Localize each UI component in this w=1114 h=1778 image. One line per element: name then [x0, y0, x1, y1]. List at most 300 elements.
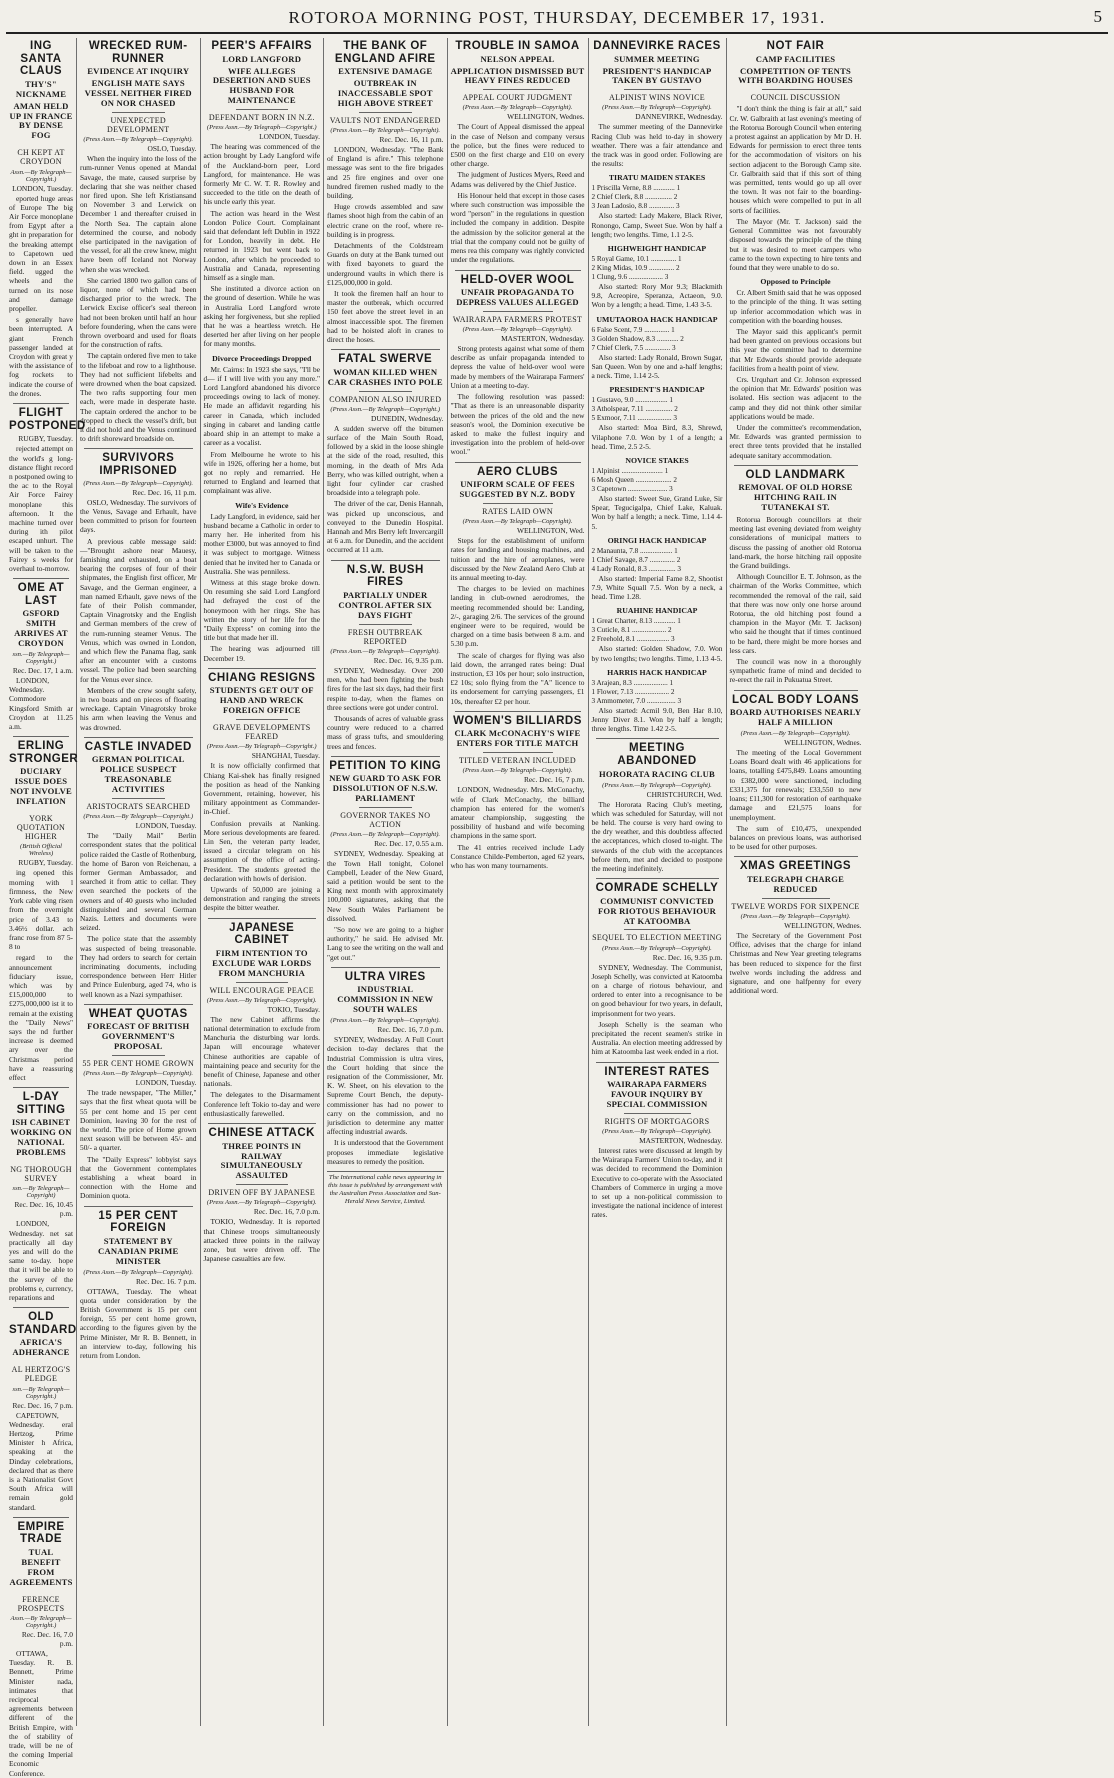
article-paragraph: It took the firemen half an hour to master the outbreak, which occurred 150 feet above the street level in an almost inaccessible spot. The firemen had to be hoisted aloft in cranes to direct the hoses. — [327, 289, 444, 345]
article-divider — [331, 967, 440, 968]
article-divider — [331, 560, 440, 561]
article-paragraph: Crs. Urquhart and Cr. Johnson expressed the opinion that Mr. Edwards' position was isolated. His section was adjacent to the camp and they did not think other similar applications would be made. — [729, 374, 862, 421]
article — [9, 740, 79, 1082]
article-credit: (Press Assn.—By Telegraph—Copyright). — [602, 781, 712, 789]
article — [730, 860, 862, 995]
article-deck: DUCIARY ISSUE DOES NOT INVOLVE INFLATION — [10, 766, 72, 807]
article-dateline: RUGBY, Tuesday. — [18, 858, 73, 868]
article-paragraph: s generally have been interrupted. A giant French passenger landed at Croydon with great y with the assistance of fog rockets to indicate the course of the drones. — [9, 315, 73, 398]
article-deck-secondary: TWELVE WORDS FOR SIXPENCE — [731, 901, 860, 911]
article-deck-secondary: YORK QUOTATION HIGHER — [16, 813, 66, 842]
race-result: 3 Atholspear, 7.11 ............... 2 — [591, 405, 678, 414]
cable-news-footnote: The International cable news appearing in this issue is published by arrangement with the Australian Press Association and Sun-Herald News Service, Limited. — [327, 1171, 444, 1206]
race-result: 1 Flower, 7.13 ................... 2 — [591, 687, 675, 696]
race-result: 4 Lady Ronald, 8.3 ............... 3 — [591, 564, 681, 573]
article-deck: GSFORD SMITH ARRIVES AT CROYDON — [14, 608, 68, 649]
article-dateline: TOKIO, Tuesday. — [267, 1004, 320, 1014]
article-paragraph: The police state that the assembly was suspected of being treasonable. They had orders to search for certain incriminating documents, including correspondence between Herr Hitler and Prince Eulenburg, aged 74, who is well known as a Nazi sympathiser. — [80, 934, 197, 999]
article-headline: LOCAL BODY LOANS — [731, 693, 860, 706]
article-paragraph: Detachments of the Coldstream Guards on duty at the Bank turned out with fixed bayonets to guard the underground vaults in which there is £125,000,000 in gold. — [327, 241, 444, 287]
article-dateline: Rec. Dec. 17, 1 a.m. — [12, 665, 73, 675]
article-paragraph: rejected attempt on the world's g long-distance flight record n postponed owing to the ac to the Royal Air Force Fairey monoplane this afternoon. It the machine turned over during ith pilot escaped unhurt. The will be taken to the Fairey s weeks for overhaul to-morrow. — [9, 444, 73, 573]
masthead — [6, 4, 1108, 34]
masthead-title: ROTOROA MORNING POST, THURSDAY, DECEMBER 17, 1931. — [288, 8, 826, 27]
article-paragraph: The "Daily Express" lobbyist says that the Government contemplates establishing a wheat board in connection with the Home and Dominion quota. — [80, 1154, 197, 1201]
article — [204, 922, 321, 1118]
page-number: 5 — [1093, 7, 1102, 26]
article-deck-secondary: RATES LAID OWN — [482, 506, 553, 516]
article-credit: ssn.—By Telegraph—Copyright.) — [12, 1385, 70, 1400]
article-credit: (Press Assn.—By Telegraph—Copyright). — [462, 767, 573, 775]
article-paragraph: The Secretary of the Government Post Office, advises that the charge for inland Christmas and New Year greeting telegrams has been reduced to sixpence for the first twelve words including the address and signature, and one halfpenny for every additional word. — [729, 930, 862, 996]
article-paragraph: His Honour held that except in those cases where such construction was impossible the word "person" in the regulations in question included the company in addition. Despite the admission by the solicitor general at the trial that the company could not be guilty of mens rea this company was rightly convicted under the regulations. — [450, 190, 585, 265]
article-deck-secondary: GOVERNOR TAKES NO ACTION — [340, 811, 431, 830]
article-headline: JAPANESE CABINET — [229, 921, 295, 947]
article — [9, 40, 73, 398]
article-headline: TROUBLE IN SAMOA — [455, 40, 580, 52]
article-deck: AFRICA'S ADHERANCE — [12, 1337, 70, 1358]
race-result: 5 Exmoor, 7.11 ................... 3 — [591, 414, 677, 423]
article-divider — [13, 578, 69, 579]
article — [592, 385, 723, 451]
column-1 — [6, 38, 86, 1778]
article-subhead: Wife's Evidence — [235, 500, 289, 510]
article-deck-secondary: AL HERTZOG'S PLEDGE — [11, 1365, 71, 1384]
article-paragraph: She instituted a divorce action on the ground of desertion. While he was in Australia Lord Langford wrote asking her forgiveness, but she replied that he was a heartless wretch. He deserted her after living on her people for many months. — [203, 284, 320, 349]
race-result: 3 Cuticle, 8.1 ................... 2 — [591, 626, 672, 635]
article — [592, 244, 723, 310]
article-dateline: Rec. Dec. 16, 9.35 p.m. — [652, 952, 723, 962]
article-deck-secondary: WILL ENCOURAGE PEACE — [209, 985, 314, 995]
article-dateline: CHRISTCHURCH, Wed. — [646, 789, 723, 799]
article-headline: ERLING STRONGER — [9, 740, 79, 765]
article — [592, 1066, 723, 1220]
article-dateline: Rec. Dec. 16, 10.45 p.m. — [14, 1200, 73, 1219]
article-paragraph: Mr. Cairns: In 1923 she says, "I'll be d— if I will live with you any more." Lord Langford abandoned his divorce proceedings owing to lack of money. He made an affidavit regarding his career in Canada, which included singing in cabaret and landing cattle aboard ship in an attempt to make a career as a vocalist. — [203, 364, 320, 448]
article-dateline: Rec. Dec. 16. 7 p.m. — [135, 1276, 197, 1286]
race-result: 3 Golden Shadow, 8.3 ............ 2 — [591, 334, 684, 343]
article-credit: (Press Assn.—By Telegraph—Copyright). — [462, 518, 573, 526]
article-deck-secondary: APPEAL COURT JUDGMENT — [462, 93, 573, 103]
race-result: 3 Jean Ladosio, 8.8 .............. 3 — [591, 202, 680, 211]
article-subhead: TIRATU MAIDEN STAKES — [608, 173, 706, 183]
article-divider — [84, 1004, 193, 1005]
article-credit: (Press Assn.—By Telegraph—Copyright). — [83, 136, 194, 144]
article-deck: REMOVAL OF OLD HORSE HITCHING RAIL IN TUTANEKAI ST. — [738, 482, 853, 513]
article-deck: TUAL BENEFIT FROM AGREEMENTS — [9, 1547, 73, 1587]
column-7 — [727, 38, 865, 1726]
rule — [624, 89, 691, 90]
article — [80, 1008, 197, 1201]
article-deck-secondary: UNEXPECTED DEVELOPMENT — [107, 115, 170, 134]
race-result: 2 King Midas, 10.9 .............. 2 — [591, 264, 680, 273]
article-dateline: LONDON, Tuesday. — [135, 821, 197, 831]
column-3 — [201, 38, 325, 1726]
article-paragraph: Also started: Golden Shadow, 7.0. Won by two lengths; two lengths. Time, 1.13 4-5. — [591, 644, 723, 663]
article-headline: DANNEVIRKE RACES — [593, 40, 721, 52]
article-divider — [596, 1062, 719, 1063]
article-divider — [84, 448, 193, 449]
article-paragraph: Steps for the establishment of uniform rates for landing and housing machines, and tuition and the hire of aeroplanes, were discussed by the New Zealand Aero Club at its annual meeting to-day. — [450, 536, 585, 582]
race-result: 3 Ammometer, 7.0 ................ 3 — [591, 696, 682, 705]
article — [9, 407, 86, 573]
article-paragraph: regard to the announcement fiduciary issue, which was by £15,000,000 to £275,000,000 ist it to remain at the existing the "Daily News" says the nd further increase is deemed ary over the Christmas period have a reassuring effect — [9, 953, 73, 1082]
article-deck: WOMAN KILLED WHEN CAR CRASHES INTO POLE — [327, 366, 443, 387]
article-paragraph: The Mayor said this applicant's permit had been granted on previous occasions but this year the committee had to determine that Mr Edwards should provide adequate facilities from a health point of view. — [729, 326, 862, 373]
article-paragraph: It is understood that the Government proposes immediate legislative measures to remedy the position. — [327, 1138, 444, 1166]
article-paragraph: The judgment of Justices Myers, Reed and Adams was delivered by the Chief Justice. — [450, 170, 585, 189]
article-headline: OME AT LAST — [17, 582, 65, 607]
article-deck: COMMUNIST CONVICTED FOR RIOTOUS BEHAVIOUR AT KATOOMBA — [597, 895, 716, 926]
article-paragraph: LONDON, Wednesday. Commodore Kingsford Smith ar Croydon at 11.25 a.m. — [9, 675, 73, 731]
article-paragraph: "So now we are going to a higher authority," he said. He advised Mr. Lang to see the writing on the wall and "get out." — [327, 925, 444, 962]
rule — [112, 798, 165, 799]
article-paragraph: The hearing was commenced of the action brought by Lady Langford wife of the Auckland-born peer, Lord Langford, for maintenance. He was formerly Mr C. W. T. R. Rowley and succeeded to the title on the death of his uncle early this year. — [203, 142, 320, 207]
rule — [112, 1055, 165, 1056]
article-paragraph: Thousands of acres of valuable grass country were reduced to a charred mass of grass tufts, and smouldering trees and fences. — [327, 713, 444, 751]
article-dateline: MASTERTON, Wednesday. — [501, 334, 585, 344]
article-headline: COMRADE SCHELLY — [595, 882, 719, 895]
race-result: 2 Chief Clerk, 8.8 ............... 2 — [591, 193, 678, 202]
article — [9, 1521, 73, 1778]
article-headline: NOT FAIR — [766, 40, 825, 52]
article-dateline: Rec. Dec. 16, 11 p.m. — [132, 487, 197, 497]
article-deck: BOARD AUTHORISES NEARLY HALF A MILLION — [729, 707, 862, 728]
article-headline: SURVIVORS IMPRISONED — [99, 452, 178, 478]
columns-container — [6, 38, 1108, 1778]
article-paragraph: It is now officially confirmed that Chiang Kai-shek has finally resigned the position as head of the Nanking Government, retaining, however, his military appointment as Commander-in-Chief. — [203, 761, 320, 817]
article-paragraph: Strong protests against what some of them describe as unfair propaganda intended to depress the value of held-over wool were made by members of the Wairarapa Farmers' Union at a meeting to-day. — [450, 344, 585, 390]
rule — [236, 109, 289, 110]
race-result: 6 False Scent, 7.9 .............. 1 — [591, 325, 675, 334]
article-deck: THY'S" NICKNAME — [15, 78, 67, 99]
article-credit: ssn.—By Telegraph—Copyright) — [12, 1185, 70, 1200]
article-credit: (Press Assn.—By Telegraph—Copyright). — [330, 831, 441, 839]
article-deck: SUMMER MEETING — [614, 53, 700, 64]
article-headline: N.S.W. BUSH FIRES — [346, 563, 424, 589]
article-deck-secondary: TITLED VETERAN INCLUDED — [459, 756, 576, 766]
article — [204, 354, 321, 496]
race-result: 6 Mosh Queen .................... 2 — [591, 475, 677, 484]
race-result: 1 Priscilla Verne, 8.8 ............ 1 — [591, 184, 681, 193]
rule — [112, 112, 165, 113]
article-paragraph: The Hororata Racing Club's meeting, which was scheduled for Saturday, will not be held. The course is very hard owing to the dry weather, and this doubtless affected the acceptances, which closed to-night. The stewards of the club with the acceptances before them, met and decided to postpone the meeting indefinitely. — [591, 799, 723, 873]
article-deck-secondary: CH KEPT AT CROYDON — [17, 148, 65, 167]
article-paragraph: Cr. Albert Smith said that he was opposed to the principle of the thing. It was setting up inferior accommodation which was in competition with the boarding houses. — [729, 288, 862, 325]
article — [204, 40, 321, 349]
article-paragraph: Lady Langford, in evidence, said her husband became a Catholic in order to marry her. He inherited from his mother £3000, but was annoyed to find it was subject to mortgage. Witness denied that he invited her to Canada or Australia. She was penniless. — [203, 511, 320, 576]
article-divider — [84, 737, 193, 738]
article-deck: CAMP FACILITIES — [755, 53, 836, 64]
rule — [624, 1113, 691, 1114]
article — [80, 1210, 197, 1361]
article-credit: (Press Assn.—By Telegraph—Copyright). — [83, 1070, 194, 1078]
article-divider — [84, 1206, 193, 1207]
article-headline: PETITION TO KING — [329, 759, 442, 772]
article-deck: CLARK McCONACHY'S WIFE ENTERS FOR TITLE MATCH — [454, 728, 581, 749]
article-divider — [596, 878, 719, 879]
article — [80, 741, 197, 999]
article — [327, 353, 444, 554]
article-paragraph: ing opened this morning with l firmness, the New York cable ving risen from the overnight price of 3.43 to 3.46½ dollar. ach franc rose from 87 5-8 to — [9, 868, 73, 952]
article — [730, 277, 862, 460]
article-subhead: HIGHWEIGHT HANDICAP — [607, 244, 707, 254]
article-headline: INTEREST RATES — [604, 1065, 710, 1078]
article-deck: AMAN HELD UP IN FRANCE BY DENSE FOG — [9, 100, 73, 141]
article-divider — [734, 465, 858, 466]
race-result: 1 Chief Savage, 8.7 .............. 2 — [591, 555, 681, 564]
article-deck: TELEGRAPH CHARGE REDUCED — [746, 873, 845, 894]
article-deck-secondary: COUNCIL DISCUSSION — [750, 93, 841, 103]
article-deck-secondary: ARISTOCRATS SEARCHED — [86, 801, 191, 811]
article-paragraph: Interest rates were discussed at length by the Wairarapa Farmers' Union to-day, and it was decided to recommend the Dominion Executive to co-operate with the Associated Chambers of Commerce in urging a move to set up a non-political commission to investigate the national incidence of interest rates. — [591, 1146, 723, 1220]
rule — [483, 311, 553, 312]
rule — [359, 807, 412, 808]
article-headline: FATAL SWERVE — [338, 353, 433, 366]
article-deck-secondary: NG THOROUGH SURVEY — [10, 1164, 72, 1184]
column-5 — [448, 38, 589, 1726]
article — [592, 742, 723, 873]
article-paragraph: The new Cabinet affirms the national determination to exclude from Manchuria the disturbing war lords. Japan will encourage whatever Chinese authorities are capable of maintaining peace and security for the benefit of Chinese, Japanese and other nationals. — [203, 1014, 320, 1089]
article-dateline: WELLINGTON, Wed. — [517, 526, 585, 536]
article-headline: L-DAY SITTING — [16, 1091, 66, 1116]
article-headline: ULTRA VIRES — [344, 970, 426, 983]
article-paragraph: LONDON, Wednesday. net sat practically all day yes and will do the same to-day. hope that it will be able to the survey of the problems e, currency, reparations and — [9, 1219, 73, 1302]
article-paragraph: The Court of Appeal dismissed the appeal in the case of Nelson and company versus the police, but the fines were reduced to £500 on the first charge and £10 on every other charge. — [450, 122, 585, 169]
article-deck: THREE POINTS IN RAILWAY SIMULTANEOUSLY ASSAULTED — [220, 1140, 303, 1181]
article-credit: (Press Assn.—By Telegraph—Copyright.) — [330, 405, 441, 413]
article-credit: (Press Assn.—By Telegraph—Copyright). — [330, 647, 441, 655]
article-headline: HELD-OVER WOOL — [460, 273, 575, 286]
article-deck: STATEMENT BY CANADIAN PRIME MINISTER — [98, 1235, 179, 1266]
article-headline: FLIGHT POSTPONED — [9, 407, 86, 432]
article-headline: OLD STANDARD — [9, 1311, 77, 1336]
article — [451, 466, 585, 706]
article-paragraph: SYDNEY, Wednesday. Over 200 men, who had been fighting the bush fires for the last six days, had their first respite to-day, when the flames on three sections were got under control. — [327, 665, 444, 712]
article-headline: EMPIRE TRADE — [17, 1520, 65, 1546]
article-deck: COMPETITION OF TENTS WITH BOARDING HOUSES — [738, 65, 853, 86]
article-headline: WOMEN'S BILLIARDS — [453, 714, 582, 727]
article-paragraph: Also started: Lady Ronald, Brown Sugar, San Queen. Won by one and a-half lengths; a neck. Time, 1.14 2-5. — [591, 352, 723, 381]
article — [451, 274, 585, 457]
article-subhead: Divorce Proceedings Dropped — [212, 353, 312, 363]
article-subhead: RUAHINE HANDICAP — [616, 606, 698, 616]
article-credit: Assn.—By Telegraph—Copyright.) — [10, 168, 72, 183]
article — [592, 456, 723, 531]
article-paragraph: Joseph Schelly is the seaman who precipitated the recent seamen's strike in Australia. An election meeting addressed by him at Katoomba last week ended in a riot. — [591, 1019, 723, 1057]
article-paragraph: LONDON, Wednesday. Mrs. McConachy, wife of Clark McConachy, the billiard champion has entered for the women's amateur championship, suggesting the possibility of husband and wife becoming champions in the same sport. — [450, 785, 585, 841]
article-paragraph: A previous cable message said:—"Brought ashore near Mauesy, famishing and exhausted, on a boat bearing the corpses of four of their shipmates, the English first officer, Mr Savage, and the German engineer, a man named Erhault, gave news of the fate of their Polish commander, Captain Vinagrotsky and the English and German members of the crew of the rum-running steamer Venus. The Venus, which was owned in London, and which flew the Panama flag, sank after an encounter with a customs vessel. The police had been searching for the Venus ever since. — [80, 536, 197, 684]
article-paragraph: The action was heard in the West London Police Court. Complainant said that defendant left Dublin in 1922 for London, heavily in debt. He returned in 1923 but went back to London, after which he proceeded to Australia and Canada, representing himself as a single man. — [203, 208, 320, 283]
rule — [483, 503, 553, 504]
article-subhead: NOVICE STAKES — [625, 455, 689, 465]
article-deck-secondary: WAIRARAPA FARMERS PROTEST — [452, 314, 583, 324]
article-paragraph: Members of the crew sought safety, in two boats and on pieces of floating wreckage. Captain Vinagrotsky broke his arm when leaving the Venus and was drowned. — [80, 685, 197, 732]
rule — [483, 89, 553, 90]
article-paragraph: The council was now in a thoroughly sympathetic frame of mind and decided to re-erect the rail in Pukuatua Street. — [729, 657, 862, 685]
rule — [624, 929, 691, 930]
article-paragraph: Also started: Sweet Sue, Grand Luke, Sir Spear, Tegucigalpa, Chief Lake, Kaluak. Won by half a length; a neck. Time, 1.14 4-5. — [591, 493, 723, 531]
race-result: 3 Arajean, 8.3 ................... 1 — [591, 678, 674, 687]
article-credit: (Press Assn.—By Telegraph—Copyright). — [330, 1017, 441, 1025]
rule — [236, 982, 289, 983]
article — [204, 501, 321, 663]
article-deck-secondary: FERENCE PROSPECTS — [17, 1594, 65, 1613]
article-credit: (Press Assn.—By Telegraph—Copyright). — [602, 104, 712, 112]
rule — [359, 391, 412, 392]
article-credit: Assn.—By Telegraph—Copyright.) — [10, 1614, 72, 1629]
article-dateline: Rec. Dec. 17, 0.55 a.m. — [374, 839, 444, 849]
article-deck: GERMAN POLITICAL POLICE SUSPECT TREASONABLE ACTIVITIES — [91, 754, 185, 795]
article-divider — [734, 856, 858, 857]
article-deck: UNFAIR PROPAGANDA TO DEPRESS VALUES ALLEGED — [456, 287, 579, 308]
article-deck: HORORATA RACING CLUB — [599, 768, 715, 779]
article-divider — [13, 736, 69, 737]
race-result: 2 Manaunta, 7.8 .................. 1 — [591, 546, 678, 555]
article-credit: (Press Assn.—By Telegraph—Copyright). — [83, 1268, 194, 1276]
article-deck: NEW GUARD TO ASK FOR DISSOLUTION OF N.S.W. PARLIAMENT — [329, 773, 442, 804]
article-divider — [208, 1123, 317, 1124]
article-deck: PARTIALLY UNDER CONTROL AFTER SIX DAYS FIGHT — [338, 589, 433, 620]
article-headline: WHEAT QUOTAS — [88, 1007, 188, 1020]
article-deck: WAIRARAPA FARMERS FAVOUR INQUIRY BY SPECIAL COMMISSION — [606, 1079, 708, 1109]
article-deck: FORECAST OF BRITISH GOVERNMENT'S PROPOSAL — [87, 1021, 190, 1052]
article-headline: XMAS GREETINGS — [739, 860, 852, 873]
article-dateline: DANNEVIRKE, Wednesday. — [635, 112, 723, 122]
article-divider — [331, 756, 440, 757]
article-dateline: LONDON, Tuesday. — [259, 132, 320, 142]
article-paragraph: The trade newspaper, "The Miller," says that the first wheat quota will be 55 per cent home and 15 per cent Dominion, leaving 30 for the rest of the world. The price of Home grown next season will be between 45/- and 50/- a quarter. — [80, 1088, 197, 1153]
article-paragraph: OTTAWA, Tuesday. R. B. Bennett, Prime Minister nada, intimates that reciprocal agreements between different of the British Empire, with the of stability of trade, will be ne of the coming Imperial Economic Conference. — [9, 1648, 73, 1778]
article-credit: (Press Assn.—By Telegraph—Copyright). — [602, 944, 712, 952]
article-divider — [13, 403, 69, 404]
article-dateline: Rec. Dec. 16, 7.0 p.m. — [253, 1207, 320, 1217]
article-deck-secondary: VAULTS NOT ENDANGERED — [329, 115, 441, 125]
article-paragraph: Also started: Moa Bird, 8.3, Shrewd, Vilaphone 7.0. Won by 1 of a length; a head. Time, 2.5 2-5. — [591, 423, 723, 451]
article-paragraph: CAPETOWN, Wednesday. eral Hertzog, Prime Minister h Africa, speaking at the Dinday celebrations, declared that as there is a Nationalist Govt South Africa will remain gold standard. — [9, 1410, 73, 1512]
article-dateline: MASTERTON, Wednesday. — [639, 1136, 723, 1146]
article-divider — [208, 668, 317, 669]
race-result: 2 Freehold, 8.1 .................. 3 — [591, 635, 675, 644]
article-paragraph: From Melbourne he wrote to his wife in 1926, offering her a home, but got no reply and remarried. He returned to England and learned that complainant was alive. — [203, 449, 320, 496]
article-credit: (Press Assn.—By Telegraph—Copyright). — [330, 126, 441, 134]
article-paragraph: Under the committee's recommendation, Mr. Edwards was granted permission to erect three tents provided that he installed adequate sanitary accommodation. — [729, 422, 862, 460]
article — [327, 564, 444, 751]
article-paragraph: OSLO, Wednesday. The survivors of the Venus, Savage and Erhault, have been committed to prison for fourteen days. — [80, 497, 197, 535]
article-divider — [734, 690, 858, 691]
article-divider — [455, 711, 581, 712]
rule — [359, 112, 412, 113]
article-paragraph: Rotorua Borough councillors at their meeting last evening deviated from weighty considerations of municipal matters to discuss the passing of another old Rotorua land-mark, the horse hitching rail opposite the Grand buildings. — [729, 515, 862, 571]
article-credit: ssn.—By Telegraph—Copyright.) — [12, 650, 70, 665]
article-credit: (Press Assn.—By Telegraph—Copyright.) — [206, 124, 317, 132]
article-deck-secondary: ALPINIST WINS NOVICE — [609, 93, 705, 103]
article-paragraph: Also started: Acmil 9.0, Ben Har 8.10, Jenny Diver 8.1. Won by half a length; three lengths. Time 1.42 2-5. — [591, 705, 723, 734]
article — [9, 1091, 73, 1302]
article-divider — [455, 270, 581, 271]
article-credit: (Press Assn.—By Telegraph—Copyright). — [83, 479, 194, 487]
article-paragraph: The delegates to the Disarmament Conference left Tokio to-day and were enthusiastically farewelled. — [203, 1090, 320, 1118]
article-deck-secondary: DRIVEN OFF BY JAPANESE — [208, 1188, 316, 1198]
article-paragraph: Witness at this stage broke down. On resuming she said Lord Langford had defrayed the cost of the honeymoon with her rings. She has written the story of her life for the "Daily Express" on coming into the title but that made her ill. — [203, 577, 320, 643]
article-paragraph: SYDNEY, Wednesday. The Communist, Joseph Schelly, was convicted at Katoomba on a charge of riotous behaviour, and ordered to enter into a recognisance to be on good behaviour for two years, in default, imprisonment for two years. — [591, 962, 723, 1018]
article-paragraph: Also started: Imperial Fame 8.2, Shootist 7.9, White Squall 7.5. Won by a neck, a head. Time 1.28. — [591, 573, 723, 602]
article-credit: (Press Assn.—By Telegraph—Copyright). — [740, 730, 851, 738]
article — [592, 40, 723, 168]
article-divider — [13, 1087, 69, 1088]
article-paragraph: "I don't think the thing is fair at all," said Cr. W. Galbraith at last evening's meeting of the Rotorua Borough Council when entering a protest against an application by Mr D. H. Edwards for permission to erect three tents for the accommodation of visitors on his section adjacent to the Borough Camp site. Cr. Galbraith said that if this sort of thing was permitted, tents would go up all over the town. It was not fair to the boarding-houses which were compelled to put in all sorts of facilities. — [729, 104, 862, 215]
article-dateline: Rec. Dec. 16, 7.0 p.m. — [21, 1629, 73, 1648]
article-deck-secondary: 55 PER CENT HOME GROWN — [82, 1059, 195, 1069]
article — [80, 452, 197, 731]
article-credit: (Press Assn.—By Telegraph—Copyright.) — [83, 813, 194, 821]
article-subhead: UMUTAOROA HACK HANDICAP — [596, 314, 718, 324]
article-deck: WIFE ALLEGES DESERTION AND SUES HUSBAND FOR MAINTENANCE — [212, 65, 311, 106]
article-credit: (Press Assn.—By Telegraph—Copyright). — [206, 996, 317, 1004]
article-headline: 15 PER CENT FOREIGN — [98, 1209, 179, 1235]
article-dateline: LONDON, Tuesday. — [135, 1078, 197, 1088]
article-dateline: RUGBY, Tuesday. — [18, 434, 73, 444]
race-result: 1 Clung, 9.6 ................... 3 — [591, 273, 669, 282]
article — [451, 40, 585, 265]
article-subhead: PRESIDENT'S HANDICAP — [609, 385, 705, 395]
article — [9, 1311, 77, 1512]
article-paragraph: TOKIO, Wednesday. It is reported that Chinese troops simultaneously attacked three points in the railway zone, but were driven off. The Japanese casualties are few. — [203, 1217, 320, 1264]
article-paragraph: OTTAWA, Tuesday. The wheat quota under consideration by the British Government is 15 per cent foreign, 55 per cent home grown, according to the figures given by the Prime Minister, Mr R. B. Bennett, in an interview to-day, following his return from London. — [80, 1286, 197, 1361]
article-paragraph: SYDNEY, Wednesday. Speaking at the Town Hall tonight, Colonel Campbell, Leader of the New Guard, said a petition would be sent to the King next month with approximately 100,000 signatures, asking that the New South Wales Parliament be dissolved. — [327, 849, 444, 923]
article-deck: OUTBREAK IN INACCESSABLE SPOT HIGH ABOVE STREET — [337, 78, 433, 108]
article-deck: EXTENSIVE DAMAGE — [338, 66, 433, 77]
article — [592, 606, 723, 662]
article-divider — [596, 738, 719, 739]
article-deck: PRESIDENT'S HANDICAP TAKEN BY GUSTAVO — [602, 65, 712, 86]
article-paragraph: She carried 1800 two gallon cans of liquor, none of which had been discharged prior to the wreck. The Lerwick Excise officer's seal thereon had not been broken until half an hour before foundering, when the cans were thrown overboard and used for floats for the construction of rafts. — [80, 275, 197, 350]
article-divider — [208, 918, 317, 919]
article-paragraph: The Mayor (Mr. T. Jackson) said the General Committee was not favourably disposed towards the principle of the thing but it was desired to meet campers who came to the town expecting to hire tents and found that they were unable to do so. — [729, 216, 862, 272]
article-divider — [455, 462, 581, 463]
article-paragraph: The captain ordered five men to take to the lifeboat and row to a lighthouse. They had not sufficient lifebelts and were drowned when the boat capsized. The two rafts supporting four men each, were made in desperate haste. The captain ordered the anchor to be dropped to check the vessel's drift, but it did not hold and the Venus continued to drift shoreward broadside on. — [80, 351, 197, 444]
article-subhead: HARRIS HACK HANDICAP — [607, 667, 707, 677]
article-paragraph: The scale of charges for flying was also laid down, the arranged rates being: Dual instruction, £3 10s per hour; solo instruction, £2 10s; solo flying from the "A" licence to its endorsement for carrying passengers, £1 10s, thereafter £2 per hour. — [450, 650, 585, 706]
article-dateline: Rec. Dec. 16, 7 p.m. — [523, 775, 585, 785]
article-headline: CASTLE INVADED — [84, 740, 192, 753]
article-dateline: DUNEDIN, Wednesday. — [371, 413, 444, 423]
article-paragraph: The meeting of the Local Government Loans Board dealt with 46 applications for loans, totalling £475,849. Loans amounting to £382,000 were sanctioned, including £331,375 for renewals; £33,550 to new loans; £11,300 for restoration of earthquake damage and £21,575 loans for unemployment. — [729, 748, 862, 822]
column-6 — [589, 38, 727, 1726]
article-dateline: OSLO, Tuesday. — [147, 144, 197, 154]
article-subhead: Opposed to Principle — [760, 277, 831, 287]
article-deck: NELSON APPEAL — [480, 53, 555, 64]
article-paragraph: The hearing was adjourned till December 19. — [203, 644, 320, 663]
rule — [359, 624, 412, 625]
article — [592, 668, 723, 734]
race-result: 5 Royal Game, 10.1 .............. 1 — [591, 255, 682, 264]
article-deck-secondary: GRAVE DEVELOPMENTS FEARED — [213, 723, 311, 742]
article-deck-secondary: FRESH OUTBREAK REPORTED — [347, 627, 423, 646]
article-paragraph: SYDNEY, Wednesday. A Full Court decision to-day declares that the Industrial Commission is ultra vires, the Court holding that since the resignation of the Commissioner, Mr. K. W. Sheet, on his elevation to the Supreme Court Bench, the deputy-commissioner has had no power to carry on the commission, and no jurisdiction to determine any matter affecting industrial awards. — [327, 1035, 444, 1137]
article-deck: STUDENTS GET OUT OF HAND AND WRECK FOREIGN OFFICE — [209, 685, 314, 716]
article — [592, 882, 723, 1056]
article-headline: CHINESE ATTACK — [208, 1126, 315, 1139]
article-deck: UNIFORM SCALE OF FEES SUGGESTED BY N.Z. BODY — [459, 479, 576, 500]
rule — [236, 719, 289, 720]
article-paragraph: A sudden swerve off the bitumen surface of the Main South Road, followed by a skid in the loose shingle at the side of the road, resulted, this morning, in the death of Mrs Ada Berry, who was killed outright, when a light four cylinder car crashed broadside into a telegraph pole. — [327, 423, 444, 498]
article-paragraph: LONDON, Wednesday. "The Bank of England is afire." This telephone message was sent to the fire brigades and 25 fire engines and over one hundred firemen rushed madly to the building. — [327, 144, 444, 200]
article-paragraph: eported huge areas of Europe The big Air Force monoplane from Egypt after a ght in preparation for the breaking attempt to Capetown ued down in an Essex field. ugged the wheels and the turned on its nose and damage propeller. — [9, 193, 73, 313]
race-result: 1 Alpinist ....................... 1 — [591, 466, 669, 475]
article-headline: WRECKED RUM-RUNNER — [88, 40, 188, 65]
article-paragraph: Although Councillor E. T. Johnson, as the chairman of the Works Committee, which recommended the removal of the rail, said that there was now only one horse around Rotorua, the old hitching post found a champion in the Mayor (Mr. T. Jackson) who said he thought that if times continued to be hard, there might be more horses and less cars. — [729, 572, 862, 655]
